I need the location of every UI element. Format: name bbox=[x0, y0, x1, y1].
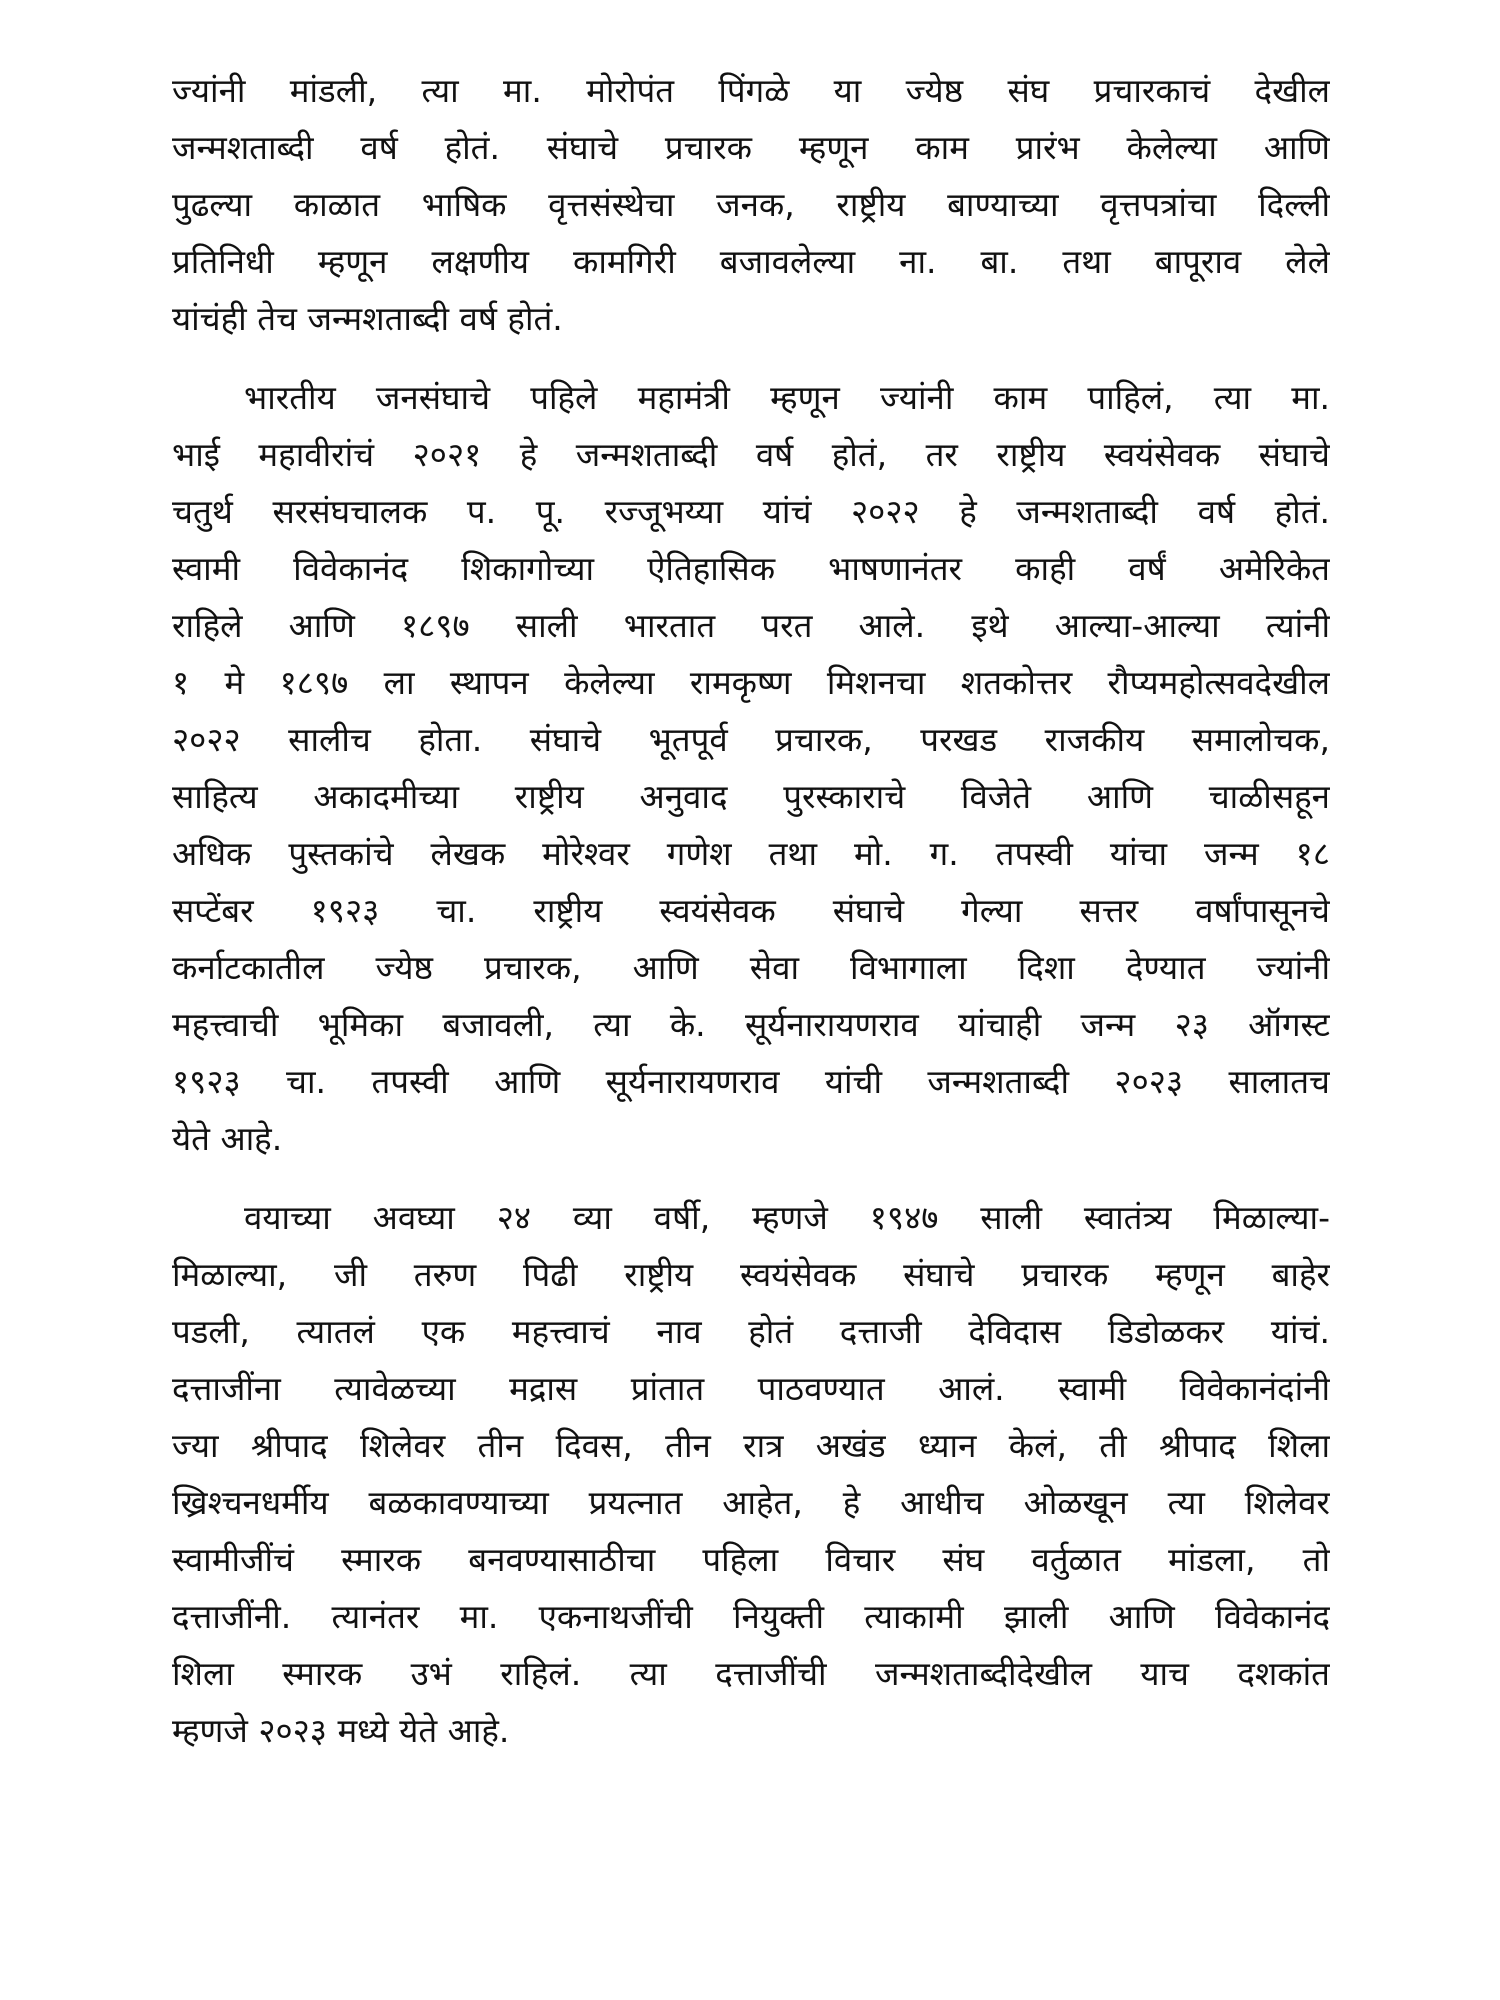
text-line: स्वामी विवेकानंद शिकागोच्या ऐतिहासिक भाषणानंतर काही वर्षं अमेरिकेत bbox=[172, 549, 1330, 588]
text-line: साहित्य अकादमीच्या राष्ट्रीय अनुवाद पुरस्काराचे विजेते आणि चाळीसहून bbox=[172, 777, 1330, 816]
document-page bbox=[172, 62, 1330, 1759]
text-line: ज्या श्रीपाद शिलेवर तीन दिवस, तीन रात्र अखंड ध्यान केलं, ती श्रीपाद शिला bbox=[172, 1426, 1330, 1465]
text-line: प्रतिनिधी म्हणून लक्षणीय कामगिरी बजावलेल्या ना. बा. तथा बापूराव लेले bbox=[172, 242, 1330, 281]
paragraph-2 bbox=[172, 369, 1330, 1167]
text-line: १९२३ चा. तपस्वी आणि सूर्यनारायणराव यांची जन्मशताब्दी २०२३ सालातच bbox=[172, 1062, 1330, 1101]
text-line: १ मे १८९७ ला स्थापन केलेल्या रामकृष्ण मिशनचा शतकोत्तर रौप्यमहोत्सवदेखील bbox=[172, 663, 1330, 702]
text-line: स्वामीजींचं स्मारक बनवण्यासाठीचा पहिला विचार संघ वर्तुळात मांडला, तो bbox=[172, 1540, 1330, 1579]
text-line: मिळाल्या, जी तरुण पिढी राष्ट्रीय स्वयंसेवक संघाचे प्रचारक म्हणून बाहेर bbox=[172, 1255, 1330, 1294]
text-line: कर्नाटकातील ज्येष्ठ प्रचारक, आणि सेवा विभागाला दिशा देण्यात ज्यांनी bbox=[172, 948, 1330, 987]
text-line: भाई महावीरांचं २०२१ हे जन्मशताब्दी वर्ष होतं, तर राष्ट्रीय स्वयंसेवक संघाचे bbox=[172, 435, 1330, 474]
text-line: सप्टेंबर १९२३ चा. राष्ट्रीय स्वयंसेवक संघाचे गेल्या सत्तर वर्षांपासूनचे bbox=[172, 891, 1330, 930]
text-line: महत्त्वाची भूमिका बजावली, त्या के. सूर्यनारायणराव यांचाही जन्म २३ ऑगस्ट bbox=[172, 1005, 1330, 1044]
text-line: ज्यांनी मांडली, त्या मा. मोरोपंत पिंगळे या ज्येष्ठ संघ प्रचारकाचं देखील bbox=[172, 71, 1330, 110]
paragraph-3 bbox=[172, 1189, 1330, 1759]
text-line: येते आहे. bbox=[172, 1119, 283, 1158]
text-line: राहिले आणि १८९७ साली भारतात परत आले. इथे आल्या-आल्या त्यांनी bbox=[172, 606, 1330, 645]
text-line: जन्मशताब्दी वर्ष होतं. संघाचे प्रचारक म्हणून काम प्रारंभ केलेल्या आणि bbox=[172, 128, 1330, 167]
text-line: अधिक पुस्तकांचे लेखक मोरेश्वर गणेश तथा मो. ग. तपस्वी यांचा जन्म १८ bbox=[172, 834, 1330, 873]
text-line: पुढल्या काळात भाषिक वृत्तसंस्थेचा जनक, राष्ट्रीय बाण्याच्या वृत्तपत्रांचा दिल्ली bbox=[172, 185, 1330, 224]
text-line: २०२२ सालीच होता. संघाचे भूतपूर्व प्रचारक, परखड राजकीय समालोचक, bbox=[172, 720, 1330, 759]
paragraph-1 bbox=[172, 62, 1330, 347]
text-line: वयाच्या अवघ्या २४ व्या वर्षी, म्हणजे १९४७ साली स्वातंत्र्य मिळाल्या- bbox=[244, 1198, 1330, 1237]
text-line: शिला स्मारक उभं राहिलं. त्या दत्ताजींची जन्मशताब्दीदेखील याच दशकांत bbox=[172, 1654, 1330, 1693]
text-line: म्हणजे २०२३ मध्ये येते आहे. bbox=[172, 1711, 510, 1750]
text-line: चतुर्थ सरसंघचालक प. पू. रज्जूभय्या यांचं २०२२ हे जन्मशताब्दी वर्ष होतं. bbox=[172, 492, 1330, 531]
text-line: दत्ताजींनी. त्यानंतर मा. एकनाथजींची नियुक्ती त्याकामी झाली आणि विवेकानंद bbox=[172, 1597, 1330, 1636]
text-line: दत्ताजींना त्यावेळच्या मद्रास प्रांतात पाठवण्यात आलं. स्वामी विवेकानंदांनी bbox=[172, 1369, 1330, 1408]
text-line: भारतीय जनसंघाचे पहिले महामंत्री म्हणून ज्यांनी काम पाहिलं, त्या मा. bbox=[244, 378, 1330, 417]
text-line: यांचंही तेच जन्मशताब्दी वर्ष होतं. bbox=[172, 299, 563, 338]
text-line: ख्रिश्चनधर्मीय बळकावण्याच्या प्रयत्नात आहेत, हे आधीच ओळखून त्या शिलेवर bbox=[172, 1483, 1330, 1522]
text-line: पडली, त्यातलं एक महत्त्वाचं नाव होतं दत्ताजी देविदास डिडोळकर यांचं. bbox=[172, 1312, 1330, 1351]
